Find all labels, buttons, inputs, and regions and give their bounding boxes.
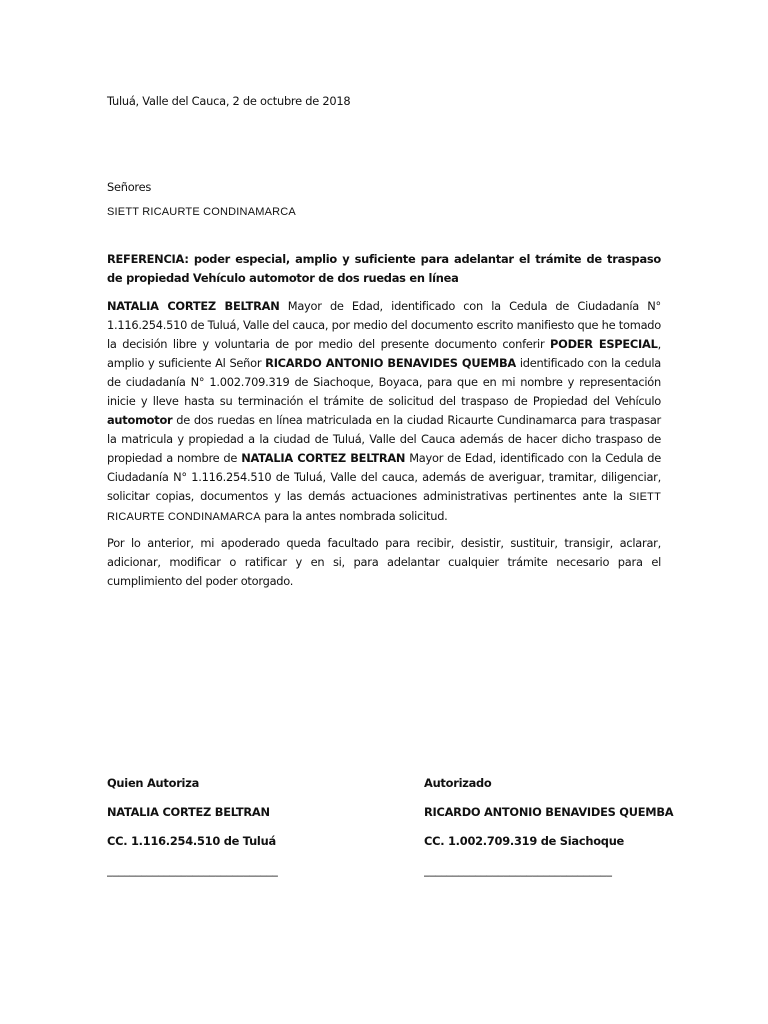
paragraph-text: de dos ruedas en línea matriculada en la ciudad Ricaurte Cundinamarca para traspasar la matricula y propiedad a la ciudad de Tuluá, Valle del Cauca además de hacer dicho traspaso de propiedad a nombre de [107, 413, 661, 465]
reference-line: REFERENCIA: poder especial, amplio y suficiente para adelantar el trámite de traspaso de propiedad Vehículo automotor de dos ruedas en línea [107, 252, 661, 285]
paragraph-text: Mayor de Edad, identificado con la Cedula de Ciudadanía N° 1.116.254.510 de Tuluá, Valle del cauca, además de averiguar, tramitar, diligenciar, solicitar copias, documentos y las demás actuaciones administrativas pertinentes ante la [107, 451, 661, 503]
signature-id: CC. 1.116.254.510 de Tuluá [107, 834, 276, 848]
body-paragraph-1 [107, 297, 661, 527]
salutation: Señores [107, 180, 152, 194]
signature-role: Autorizado [424, 776, 492, 790]
grantee-name: RICARDO ANTONIO BENAVIDES QUEMBA [265, 356, 516, 370]
paragraph-text: , amplio y suficiente Al Señor [107, 337, 661, 370]
grantor-name-repeat: NATALIA CORTEZ BELTRAN [241, 451, 406, 465]
signature-line: ______________________________ [107, 863, 278, 877]
signature-block-grantor [107, 774, 407, 880]
recipient: SIETT RICAURTE CONDINAMARCA [107, 206, 296, 218]
grantor-name: NATALIA CORTEZ BELTRAN [107, 299, 280, 313]
body-paragraph-2: Por lo anterior, mi apoderado queda facultado para recibir, desistir, sustituir, transigir, aclarar, adicionar, modificar o ratificar y en si, para adelantar cualquier trámite necesario para el cumplimiento del poder otorgado. [107, 536, 661, 588]
paragraph-text: Mayor de Edad, identificado con la Cedula de Ciudadanía N° 1.116.254.510 de Tuluá, Valle del cauca, por medio del documento escrito manifiesto que he tomado la decisión libre y voluntaria de por medio del presente documento conferir [107, 299, 661, 351]
signature-name: NATALIA CORTEZ BELTRAN [107, 805, 270, 819]
power-type: PODER ESPECIAL [550, 337, 658, 351]
signature-name: RICARDO ANTONIO BENAVIDES QUEMBA [424, 805, 674, 819]
signature-block-grantee [424, 774, 704, 880]
paragraph-text: para la antes nombrada solicitud. [260, 509, 448, 523]
date-line: Tuluá, Valle del Cauca, 2 de octubre de 2018 [107, 94, 351, 108]
signature-id: CC. 1.002.709.319 de Siachoque [424, 834, 625, 848]
signature-line: _________________________________ [424, 863, 612, 877]
recipient-inline: SIETT RICAURTE CONDINAMARCA [107, 491, 661, 523]
paragraph-text: identificado con la cedula de ciudadanía N° 1.002.709.319 de Siachoque, Boyaca, para que en mi nombre y representación inicie y lleve hasta su terminación el trámite de solicitud del traspaso de Propiedad del Vehículo [107, 356, 661, 408]
vehicle-type-emphasis: automotor [107, 413, 173, 427]
signature-role: Quien Autoriza [107, 776, 200, 790]
